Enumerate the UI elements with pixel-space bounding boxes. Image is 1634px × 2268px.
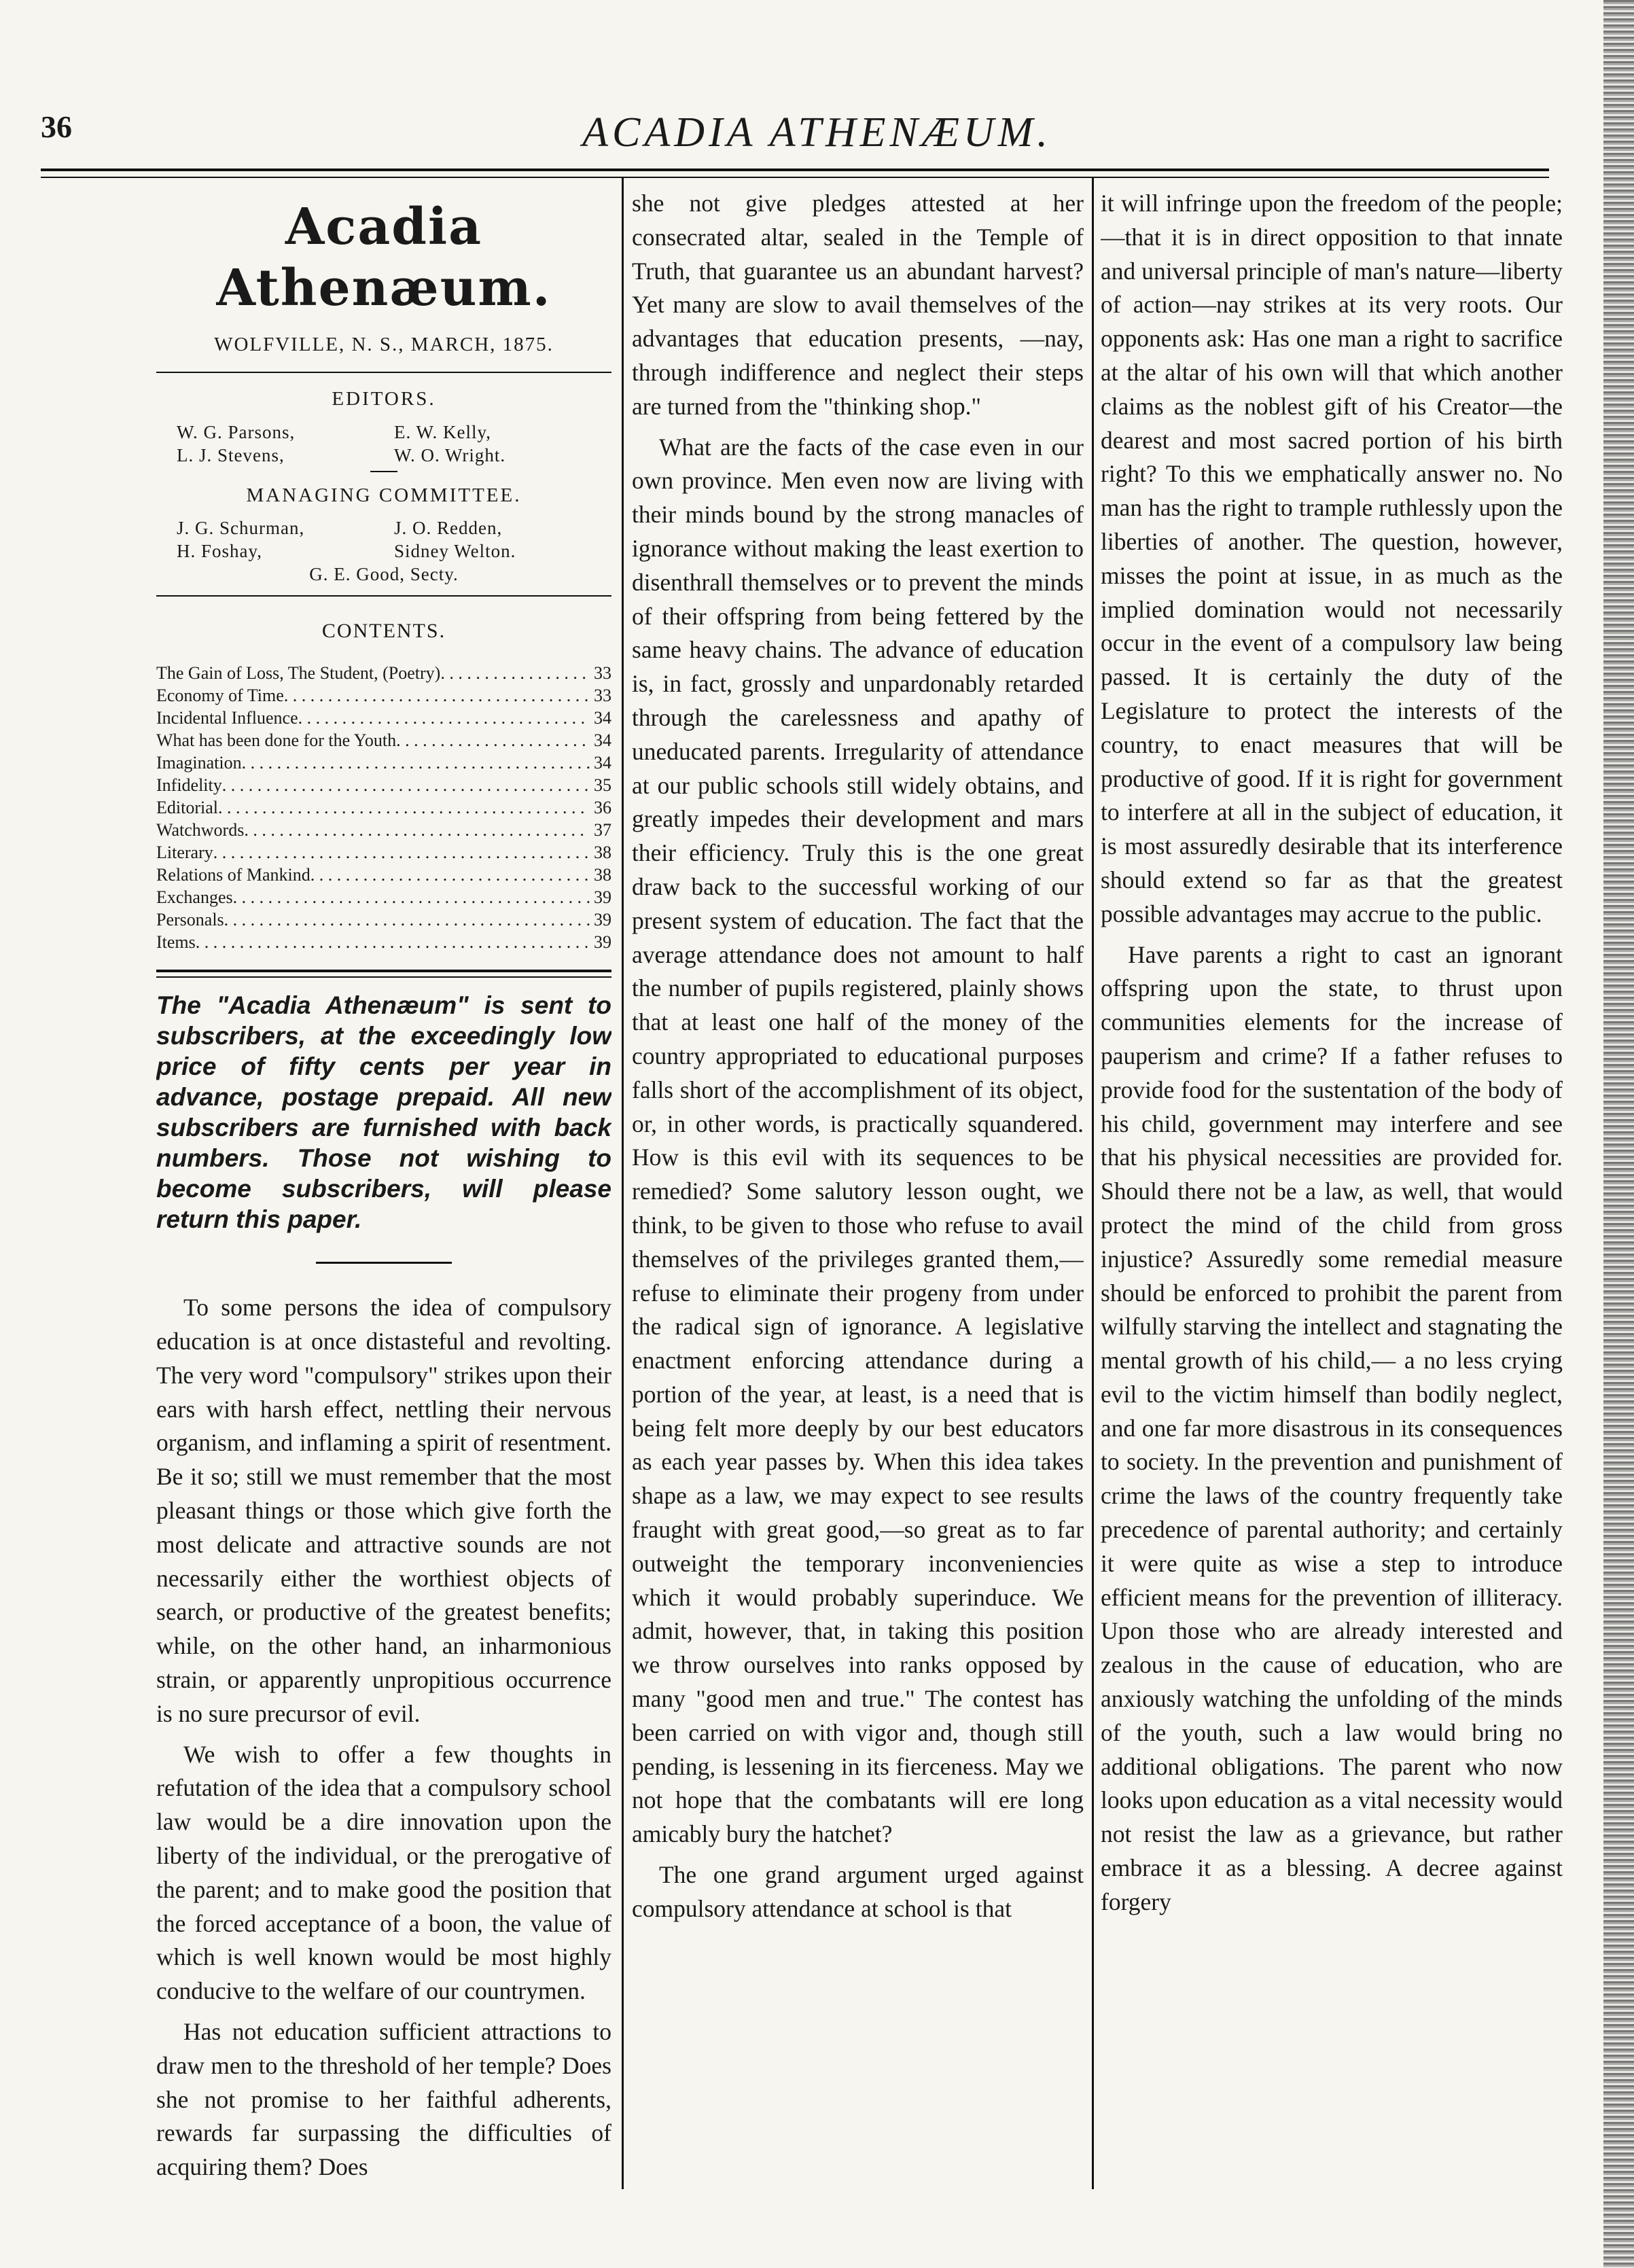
leader-dots bbox=[218, 796, 590, 819]
contents-item-title: Items bbox=[156, 932, 196, 953]
leader-dots bbox=[196, 931, 590, 953]
article-paragraph: she not give pledges attested at her consecrated altar, sealed in the Temple of Truth, that guarantee us an abundant harvest? Yet many are slow to avail themselves of the advantages that education presents, —nay, through indifference and neglect their steps are turned from the "thinking shop." bbox=[632, 190, 1084, 420]
article-paragraph: it will infringe upon the freedom of the people;—that it is in direct opposition to that innate and universal principle of man's nature—liberty of action—nay strikes at its very roots. Our opponents ask: Has one man a right to sacrifice at the altar of his own will that which another claims as the noblest gift of his Creator—the dearest and most sacred portion of his birth right? To this we emphatically answer no. No man has the right to trample ruthlessly upon the liberties of another. The question, however, misses the point at issue, in as much as the implied domination would not necessarily occur in the event of a compulsory law being passed. It is certainly the duty of the Legislature to protect the interests of the country, to enact measures that will be productive of good. If it is right for government to interfere at all in the subject of education, it is most assuredly desirable that its interference should extend so far as that the greatest possible advantages may accrue to the public. bbox=[1101, 190, 1563, 927]
committee-list bbox=[156, 516, 611, 563]
contents-item-title: Infidelity bbox=[156, 775, 222, 796]
leader-dots bbox=[224, 908, 590, 931]
editor-name: W. G. Parsons, bbox=[177, 421, 296, 442]
running-title: ACADIA ATHENÆUM. bbox=[582, 109, 1052, 156]
committee-secretary: G. E. Good, Secty. bbox=[309, 564, 459, 585]
contents-item bbox=[156, 908, 611, 931]
editor-name: L. J. Stevens, bbox=[177, 444, 285, 465]
column-2 bbox=[632, 187, 1084, 2191]
article-paragraph: Has not education sufficient attractions to draw men to the threshold of her temple? Does she not promise to her faithful adherents, rewards far surpassing the difficulties of acquiring them? Does bbox=[156, 2017, 611, 2181]
contents-item-title: Relations of Mankind bbox=[156, 865, 310, 885]
article-paragraph: What are the facts of the case even in our own province. Men even now are living with their minds bound by the strong manacles of ignorance without making the least exertion to disenthrall themselves or to prevent the minds of their offspring from being fettered by the same heavy chains. The advance of education is, in fact, grossly and unpardonably retarded through the carelessness and apathy of uneducated parents. Irregularity of attendance at our public schools still widely obtains, and greatly impedes their development and mars their efficiency. Truly this is the one great draw back to the successful working of our present system of education. The fact that the average attendance does not amount to half the number of pupils registered, plainly shows that at least one half of the money of the country appropriated to educational purposes falls short of the accomplishment of its object, or, in other words, is practically squandered. How is this evil with its sequences to be remedied? Some salutory lesson ought, we think, to be given to those who refuse to avail themselves of the privileges granted them,—refuse to eliminate their progeny from under the radical sign of ignorance. A legislative enactment enforcing attendance during a portion of the year, at least, is a need that is being felt more deeply by our best educators as each year passes by. When this idea takes shape as a law, we may expect to see results fraught with great good,—so great as to far outweight the temporary inconveniencies which it would probably superinduce. We admit, however, that, in taking this position we throw ourselves into ranks opposed by many "good men and true." The contest has been carried on with vigor and, though still pending, is lessening in its fierceness. May we not hope that the combatants will ere long amicably bury the hatchet? bbox=[632, 433, 1084, 1848]
contents-item bbox=[156, 774, 611, 796]
column-3 bbox=[1101, 187, 1563, 2191]
contents-list bbox=[156, 662, 611, 953]
contents-item bbox=[156, 796, 611, 819]
contents-item bbox=[156, 886, 611, 908]
subscription-notice: The "Acadia Athenæum" is sent to subscribers, at the exceedingly low price of fifty cents per year in advance, postage prepaid. All new subscribers are furnished with back numbers. Those not wishing to become subscribers, will please return this paper. bbox=[156, 991, 611, 1234]
contents-heading: CONTENTS. bbox=[321, 620, 446, 643]
leader-dots bbox=[213, 841, 590, 864]
contents-item-page: 34 bbox=[594, 708, 611, 728]
leader-dots bbox=[440, 662, 590, 684]
contents-item-page: 35 bbox=[594, 775, 611, 796]
page-edge-scan bbox=[1603, 0, 1634, 2268]
top-rule bbox=[41, 169, 1549, 171]
contents-item-page: 33 bbox=[594, 663, 611, 684]
contents-item-page: 33 bbox=[594, 686, 611, 706]
page-number: 36 bbox=[41, 109, 72, 144]
contents-item-title: Imagination bbox=[156, 753, 242, 773]
short-rule bbox=[370, 471, 397, 472]
leader-dots bbox=[222, 774, 590, 796]
contents-item-title: Watchwords bbox=[156, 820, 245, 840]
column-1 bbox=[156, 187, 611, 2191]
committee-name: J. O. Redden, bbox=[394, 518, 503, 539]
contents-item-page: 39 bbox=[594, 887, 611, 908]
contents-item bbox=[156, 931, 611, 953]
leader-dots bbox=[310, 864, 590, 886]
contents-item bbox=[156, 841, 611, 864]
article-separator bbox=[316, 1262, 452, 1264]
contents-item-title: Exchanges bbox=[156, 887, 233, 908]
column-divider-left bbox=[622, 178, 624, 2189]
contents-item bbox=[156, 819, 611, 841]
contents-item-title: Editorial bbox=[156, 798, 218, 818]
column-divider-right bbox=[1092, 178, 1094, 2189]
contents-rule bbox=[156, 595, 611, 597]
editors-list bbox=[156, 421, 611, 467]
contents-item-page: 38 bbox=[594, 865, 611, 885]
leader-dots bbox=[244, 819, 590, 841]
article-paragraph: Have parents a right to cast an ignorant offspring upon the state, to thrust upon communities elements for the increase of pauperism and crime? If a father refuses to provide food for the sustentation of the body of his child, government may interfere and see that his physical necessities are provided for. Should there not be a law, as well, that would protect the mind of the child from gross injustice? Assuredly some remedial measure should be enforced to prohibit the parent from wilfully starving the intellect and stagnating the mental growth of his child,— a no less crying evil to the victim himself than bodily neglect, and one far more disastrous in its consequences to society. In the prevention and punishment of crime the laws of the country frequently take precedence of parental authority; and certainly it were quite as wise a step to introduce efficient means for the prevention of illiteracy. Upon those who are already interested and zealous in the cause of education, who are anxiously watching the unfolding of the minds of the youth, such a law would bring no additional obligations. The parent who now looks upon education as a vital necessity would not resist the law as a grievance, but rather embrace it as a blessing. A decree against forgery bbox=[1101, 940, 1563, 1915]
editor-name: W. O. Wright. bbox=[394, 444, 506, 465]
masthead-title: Acadia Athenæum. bbox=[216, 198, 552, 317]
contents-item bbox=[156, 729, 611, 751]
contents-item-page: 39 bbox=[594, 932, 611, 953]
leader-dots bbox=[242, 751, 590, 774]
committee-name: J. G. Schurman, bbox=[177, 518, 305, 539]
contents-item-title: Economy of Time bbox=[156, 686, 284, 706]
leader-dots bbox=[298, 707, 590, 729]
committee-name: H. Foshay, bbox=[177, 541, 263, 562]
contents-item bbox=[156, 707, 611, 729]
contents-item-page: 39 bbox=[594, 910, 611, 930]
article-paragraph: The one grand argument urged against compulsory attendance at school is that bbox=[632, 1861, 1084, 1922]
top-rule-thin bbox=[41, 177, 1549, 178]
contents-item-page: 34 bbox=[594, 730, 611, 751]
dateline: WOLFVILLE, N. S., MARCH, 1875. bbox=[214, 334, 554, 355]
contents-item-title: Incidental Influence bbox=[156, 708, 298, 728]
contents-item-title: Personals bbox=[156, 910, 224, 930]
masthead-rule bbox=[156, 372, 611, 373]
contents-item bbox=[156, 864, 611, 886]
contents-item bbox=[156, 684, 611, 707]
notice-rule bbox=[156, 970, 611, 978]
leader-dots bbox=[284, 684, 590, 707]
contents-item bbox=[156, 662, 611, 684]
committee-heading: MANAGING COMMITTEE. bbox=[246, 484, 522, 506]
article-paragraph: We wish to offer a few thoughts in refutation of the idea that a compulsory school law would be a dire innovation upon the liberty of the individual, or the prerogative of the parent; and to make good the position that the forced acceptance of a boon, the value of which is well known would be most highly conducive to the welfare of our countrymen. bbox=[156, 1740, 611, 2005]
editors-heading: EDITORS. bbox=[332, 387, 436, 410]
editor-name: E. W. Kelly, bbox=[394, 421, 491, 442]
contents-item-page: 37 bbox=[594, 820, 611, 840]
contents-item bbox=[156, 751, 611, 774]
article-paragraph: To some persons the idea of compulsory education is at once distasteful and revolting. The very word "compulsory" strikes upon their ears with harsh effect, nettling their nervous organism, and inflaming a spirit of resentment. Be it so; still we must remember that the most pleasant things or those which give forth the most delicate and attractive sounds are not necessarily either the worthiest objects of search, or productive of the greatest benefits; while, on the other hand, an inharmonious strain, or apparently unpropitious occurrence is no sure precursor of evil. bbox=[156, 1294, 611, 1727]
contents-item-page: 38 bbox=[594, 843, 611, 863]
contents-item-title: The Gain of Loss, The Student, (Poetry) bbox=[156, 663, 441, 684]
contents-item-page: 36 bbox=[594, 798, 611, 818]
leader-dots bbox=[396, 729, 590, 751]
contents-item-title: Literary bbox=[156, 843, 213, 863]
contents-item-page: 34 bbox=[594, 753, 611, 773]
contents-item-title: What has been done for the Youth bbox=[156, 730, 397, 751]
committee-name: Sidney Welton. bbox=[394, 541, 516, 562]
leader-dots bbox=[233, 886, 590, 908]
